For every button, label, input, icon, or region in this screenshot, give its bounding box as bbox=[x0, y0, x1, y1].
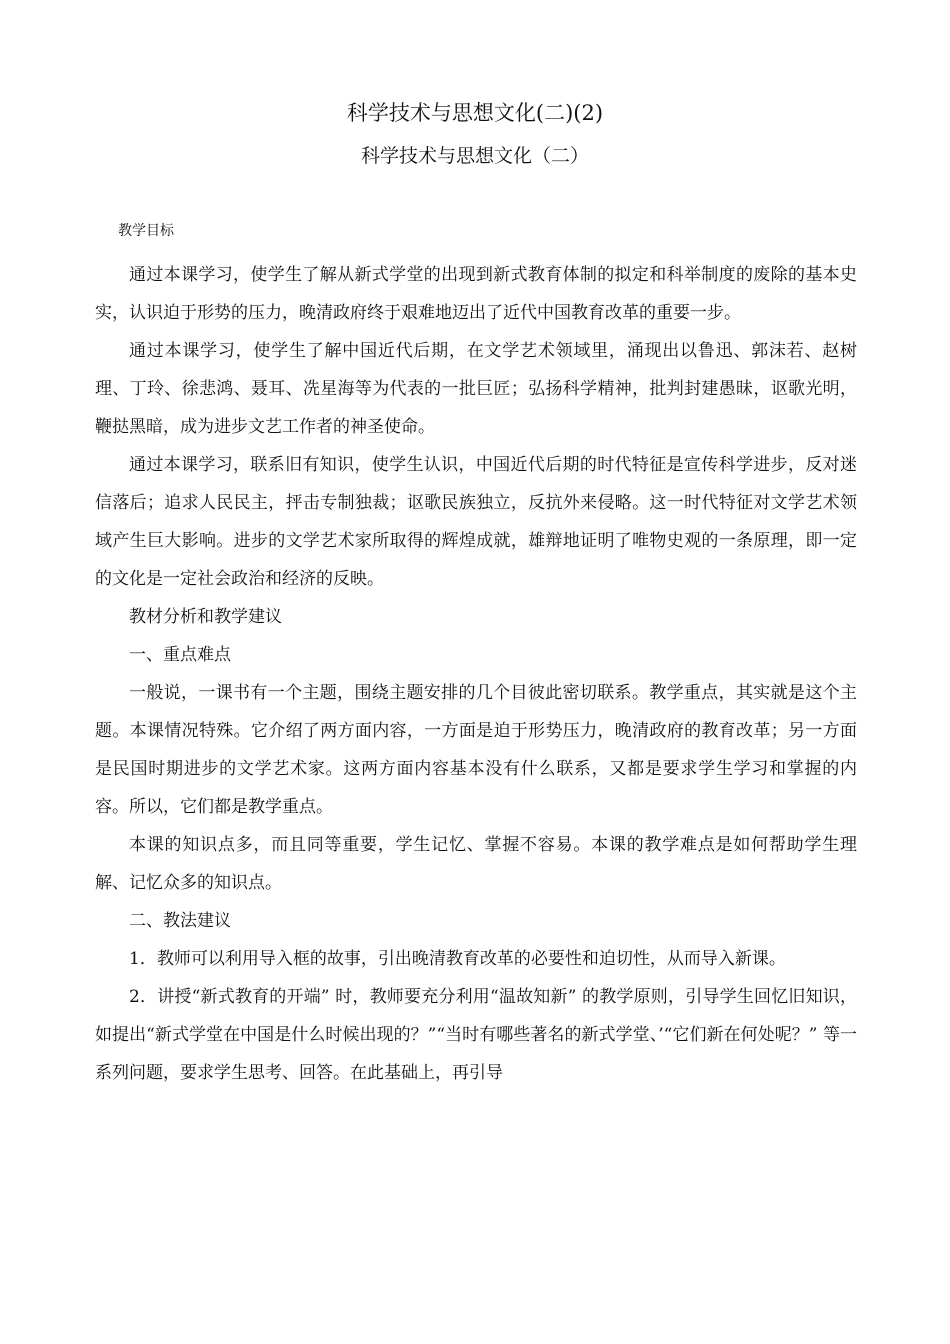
paragraph-objective-1: 通过本课学习，使学生了解从新式学堂的出现到新式教育体制的拟定和科举制度的废除的基本史实，认识迫于形势的压力，晚清政府终于艰难地迈出了近代中国教育改革的重要一步。 bbox=[95, 265, 857, 323]
paragraph-objective-2: 通过本课学习，使学生了解中国近代后期，在文学艺术领域里，涌现出以鲁迅、郭沫若、赵树理、丁玲、徐悲鸿、聂耳、冼星海等为代表的一批巨匠；弘扬科学精神，批判封建愚昧，讴歌光明，鞭挞黑暗，成为进步文艺工作者的神圣使命。 bbox=[95, 341, 857, 437]
section-heading-key-points: 一、重点难点 bbox=[129, 645, 231, 665]
paragraph-objective-3: 通过本课学习，联系旧有知识，使学生认识，中国近代后期的时代特征是宣传科学进步，反对迷信落后；追求人民民主，抨击专制独裁；讴歌民族独立，反抗外来侵略。这一时代特征对文学艺术领域产生巨大影响。进步的文学艺术家所取得的辉煌成就，雄辩地证明了唯物史观的一条原理，即一定的文化是一定社会政治和经济的反映。 bbox=[95, 455, 857, 589]
paragraph-method-1: 1．教师可以利用导入框的故事，引出晚清教育改革的必要性和迫切性，从而导入新课。 bbox=[129, 949, 786, 969]
paragraph-difficulty: 本课的知识点多，而且同等重要，学生记忆、掌握不容易。本课的教学难点是如何帮助学生理解、记忆众多的知识点。 bbox=[95, 835, 857, 893]
section-heading-methods: 二、教法建议 bbox=[129, 911, 231, 931]
document-subtitle: 科学技术与思想文化（二） bbox=[360, 145, 589, 167]
objectives-label: 教学目标 bbox=[118, 223, 174, 239]
paragraph-method-2: 2．讲授“新式教育的开端” 时，教师要充分利用“温故知新” 的教学原则，引导学生回忆旧知识，如提出“新式学堂在中国是什么时候出现的？”“当时有哪些著名的新式学堂、’“它们新在何处呢？” 等一系列问题，要求学生思考、回答。在此基础上，再引导 bbox=[95, 987, 857, 1083]
paragraph-key-points: 一般说，一课书有一个主题，围绕主题安排的几个目彼此密切联系。教学重点，其实就是这个主题。本课情况特殊。它介绍了两方面内容，一方面是迫于形势压力，晚清政府的教育改革；另一方面是民国时期进步的文学艺术家。这两方面内容基本没有什么联系，又都是要求学生学习和掌握的内容。所以，它们都是教学重点。 bbox=[95, 683, 857, 817]
section-heading-analysis: 教材分析和教学建议 bbox=[129, 607, 282, 627]
document-body bbox=[95, 256, 857, 1092]
document-title: 科学技术与思想文化(二)(2) bbox=[346, 101, 604, 125]
